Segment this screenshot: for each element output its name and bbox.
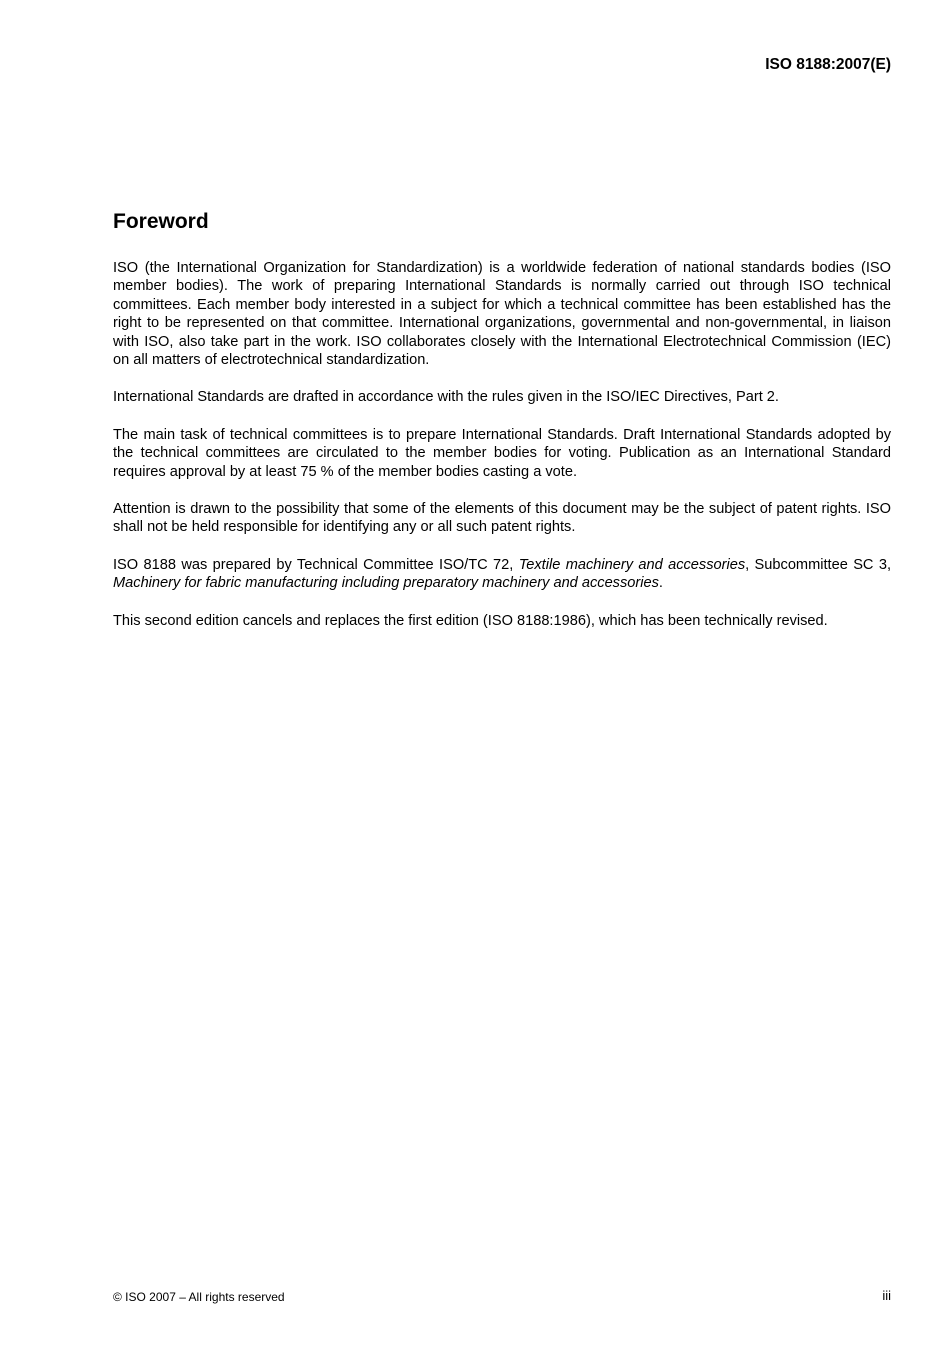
foreword-title: Foreword xyxy=(113,210,209,233)
foreword-paragraph-patents: Attention is drawn to the possibility that some of the elements of this document may be the subject of patent rights. ISO shall not be held responsible for identifying any or all such patent rights. xyxy=(113,501,891,536)
foreword-paragraph-committees: The main task of technical committees is to prepare International Standards. Draft International Standards adopted by the technical committees are circulated to the member bodies for voting. Publication as an International Standard requires approval by at least 75 % of the member bodies casting a vote. xyxy=(113,426,891,480)
foreword-paragraph-directives: International Standards are drafted in accordance with the rules given in the ISO/IEC Directives, Part 2. xyxy=(113,389,779,406)
foreword-paragraph-edition: This second edition cancels and replaces the first edition (ISO 8188:1986), which has been technically revised. xyxy=(113,612,828,629)
preparation-middle: , Subcommittee SC 3, xyxy=(745,556,891,573)
page-number: iii xyxy=(882,1288,891,1303)
copyright-notice: © ISO 2007 – All rights reserved xyxy=(113,1290,285,1304)
document-identifier: ISO 8188:2007(E) xyxy=(765,56,891,73)
preparation-prefix: ISO 8188 was prepared by Technical Committee ISO/TC 72, xyxy=(113,556,519,573)
preparation-suffix: . xyxy=(658,575,663,592)
committee-title: Textile machinery and accessories xyxy=(518,556,746,573)
foreword-section xyxy=(113,208,891,630)
foreword-paragraph-iso-federation: ISO (the International Organization for Standardization) is a worldwide federation of national standards bodies (ISO member bodies). The work of preparing International Standards is normally carried out through ISO technical committees. Each member body interested in a subject for which a technical committee has been established has the right to be represented on that committee. International organizations, governmental and non-governmental, in liaison with ISO, also take part in the work. ISO collaborates closely with the International Electrotechnical Commission (IEC) on all matters of electrotechnical standardization. xyxy=(113,260,891,369)
foreword-paragraph-preparation xyxy=(113,556,891,593)
subcommittee-title: Machinery for fabric manufacturing including preparatory machinery and accessories xyxy=(113,575,659,592)
